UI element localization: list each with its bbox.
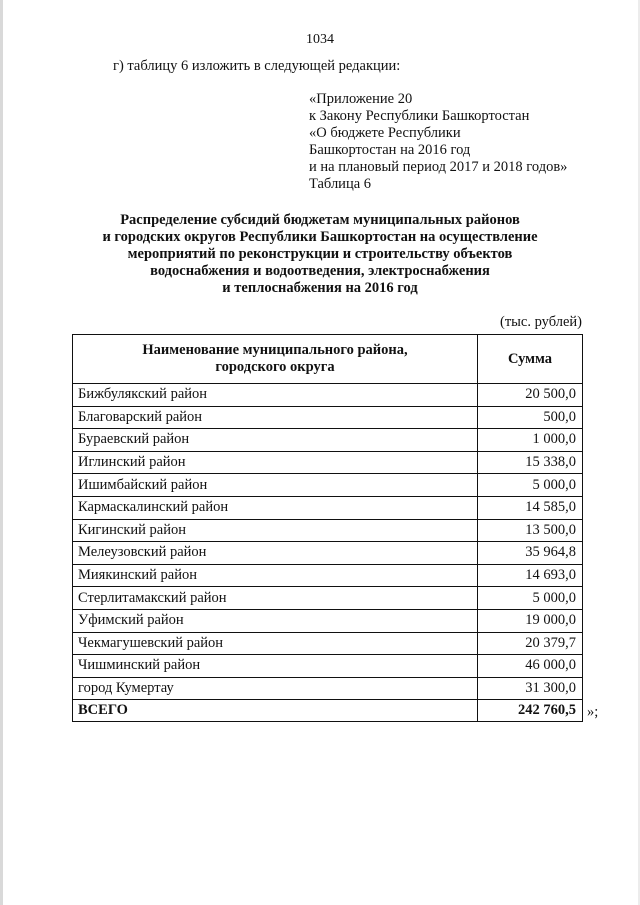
district-name: Мелеузовский район <box>73 542 478 565</box>
district-amount: 14 693,0 <box>478 564 583 587</box>
district-amount: 5 000,0 <box>478 474 583 497</box>
district-name: Чекмагушевский район <box>73 632 478 655</box>
title-line: и теплоснабжения на 2016 год <box>222 280 418 296</box>
table-row <box>73 451 583 474</box>
table-total-row <box>73 700 583 722</box>
table-row <box>73 632 583 655</box>
district-amount: 20 500,0 <box>478 384 583 407</box>
table-row <box>73 384 583 407</box>
total-label: ВСЕГО <box>73 700 478 722</box>
district-amount: 19 000,0 <box>478 609 583 632</box>
district-amount: 31 300,0 <box>478 677 583 700</box>
district-name: Бураевский район <box>73 429 478 452</box>
district-name: Уфимский район <box>73 609 478 632</box>
table-row <box>73 655 583 678</box>
header-name-line: Наименование муниципального района, <box>142 342 408 358</box>
district-name: Бижбулякский район <box>73 384 478 407</box>
district-name: Чишминский район <box>73 655 478 678</box>
district-name: Иглинский район <box>73 451 478 474</box>
district-name: Миякинский район <box>73 564 478 587</box>
table-row <box>73 406 583 429</box>
appendix-line: и на плановый период 2017 и 2018 годов» <box>309 159 568 175</box>
units-label: (тыс. рублей) <box>500 314 582 330</box>
appendix-line: к Закону Республики Башкортостан <box>309 108 530 124</box>
district-amount: 1 000,0 <box>478 429 583 452</box>
appendix-line: Башкортостан на 2016 год <box>309 142 471 158</box>
district-amount: 35 964,8 <box>478 542 583 565</box>
title-line: Распределение субсидий бюджетам муниципальных районов <box>120 212 520 228</box>
district-amount: 15 338,0 <box>478 451 583 474</box>
title-line: водоснабжения и водоотведения, электроснабжения <box>150 263 490 279</box>
subsidy-table <box>72 334 583 722</box>
appendix-line: «Приложение 20 <box>309 91 413 107</box>
appendix-line: «О бюджете Республики <box>309 125 461 141</box>
total-amount: 242 760,5 <box>478 700 583 722</box>
district-amount: 13 500,0 <box>478 519 583 542</box>
table-row <box>73 542 583 565</box>
table-row <box>73 496 583 519</box>
scan-edge-left <box>0 0 3 905</box>
header-amount: Сумма <box>478 335 583 384</box>
district-name: Кармаскалинский район <box>73 496 478 519</box>
table-row <box>73 564 583 587</box>
document-title <box>60 212 580 297</box>
district-amount: 46 000,0 <box>478 655 583 678</box>
district-amount: 5 000,0 <box>478 587 583 610</box>
table-row <box>73 609 583 632</box>
district-name: Благоварский район <box>73 406 478 429</box>
appendix-block <box>309 91 567 193</box>
table-row <box>73 429 583 452</box>
table-header-row <box>73 335 583 384</box>
district-name: Стерлитамакский район <box>73 587 478 610</box>
title-line: и городских округов Республики Башкортостан на осуществление <box>102 229 538 245</box>
district-amount: 500,0 <box>478 406 583 429</box>
district-name: город Кумертау <box>73 677 478 700</box>
table-row <box>73 587 583 610</box>
title-line: мероприятий по реконструкции и строительству объектов <box>127 246 513 262</box>
table-row <box>73 677 583 700</box>
header-name-line: городского округа <box>215 359 335 375</box>
table-row <box>73 519 583 542</box>
table-number: Таблица 6 <box>309 176 372 192</box>
table-row <box>73 474 583 497</box>
district-amount: 20 379,7 <box>478 632 583 655</box>
header-name <box>73 335 478 384</box>
district-name: Ишимбайский район <box>73 474 478 497</box>
closing-quote: »; <box>587 704 599 720</box>
intro-text: г) таблицу 6 изложить в следующей редакции: <box>113 58 401 74</box>
district-amount: 14 585,0 <box>478 496 583 519</box>
district-name: Кигинский район <box>73 519 478 542</box>
page-number: 1034 <box>306 32 334 47</box>
